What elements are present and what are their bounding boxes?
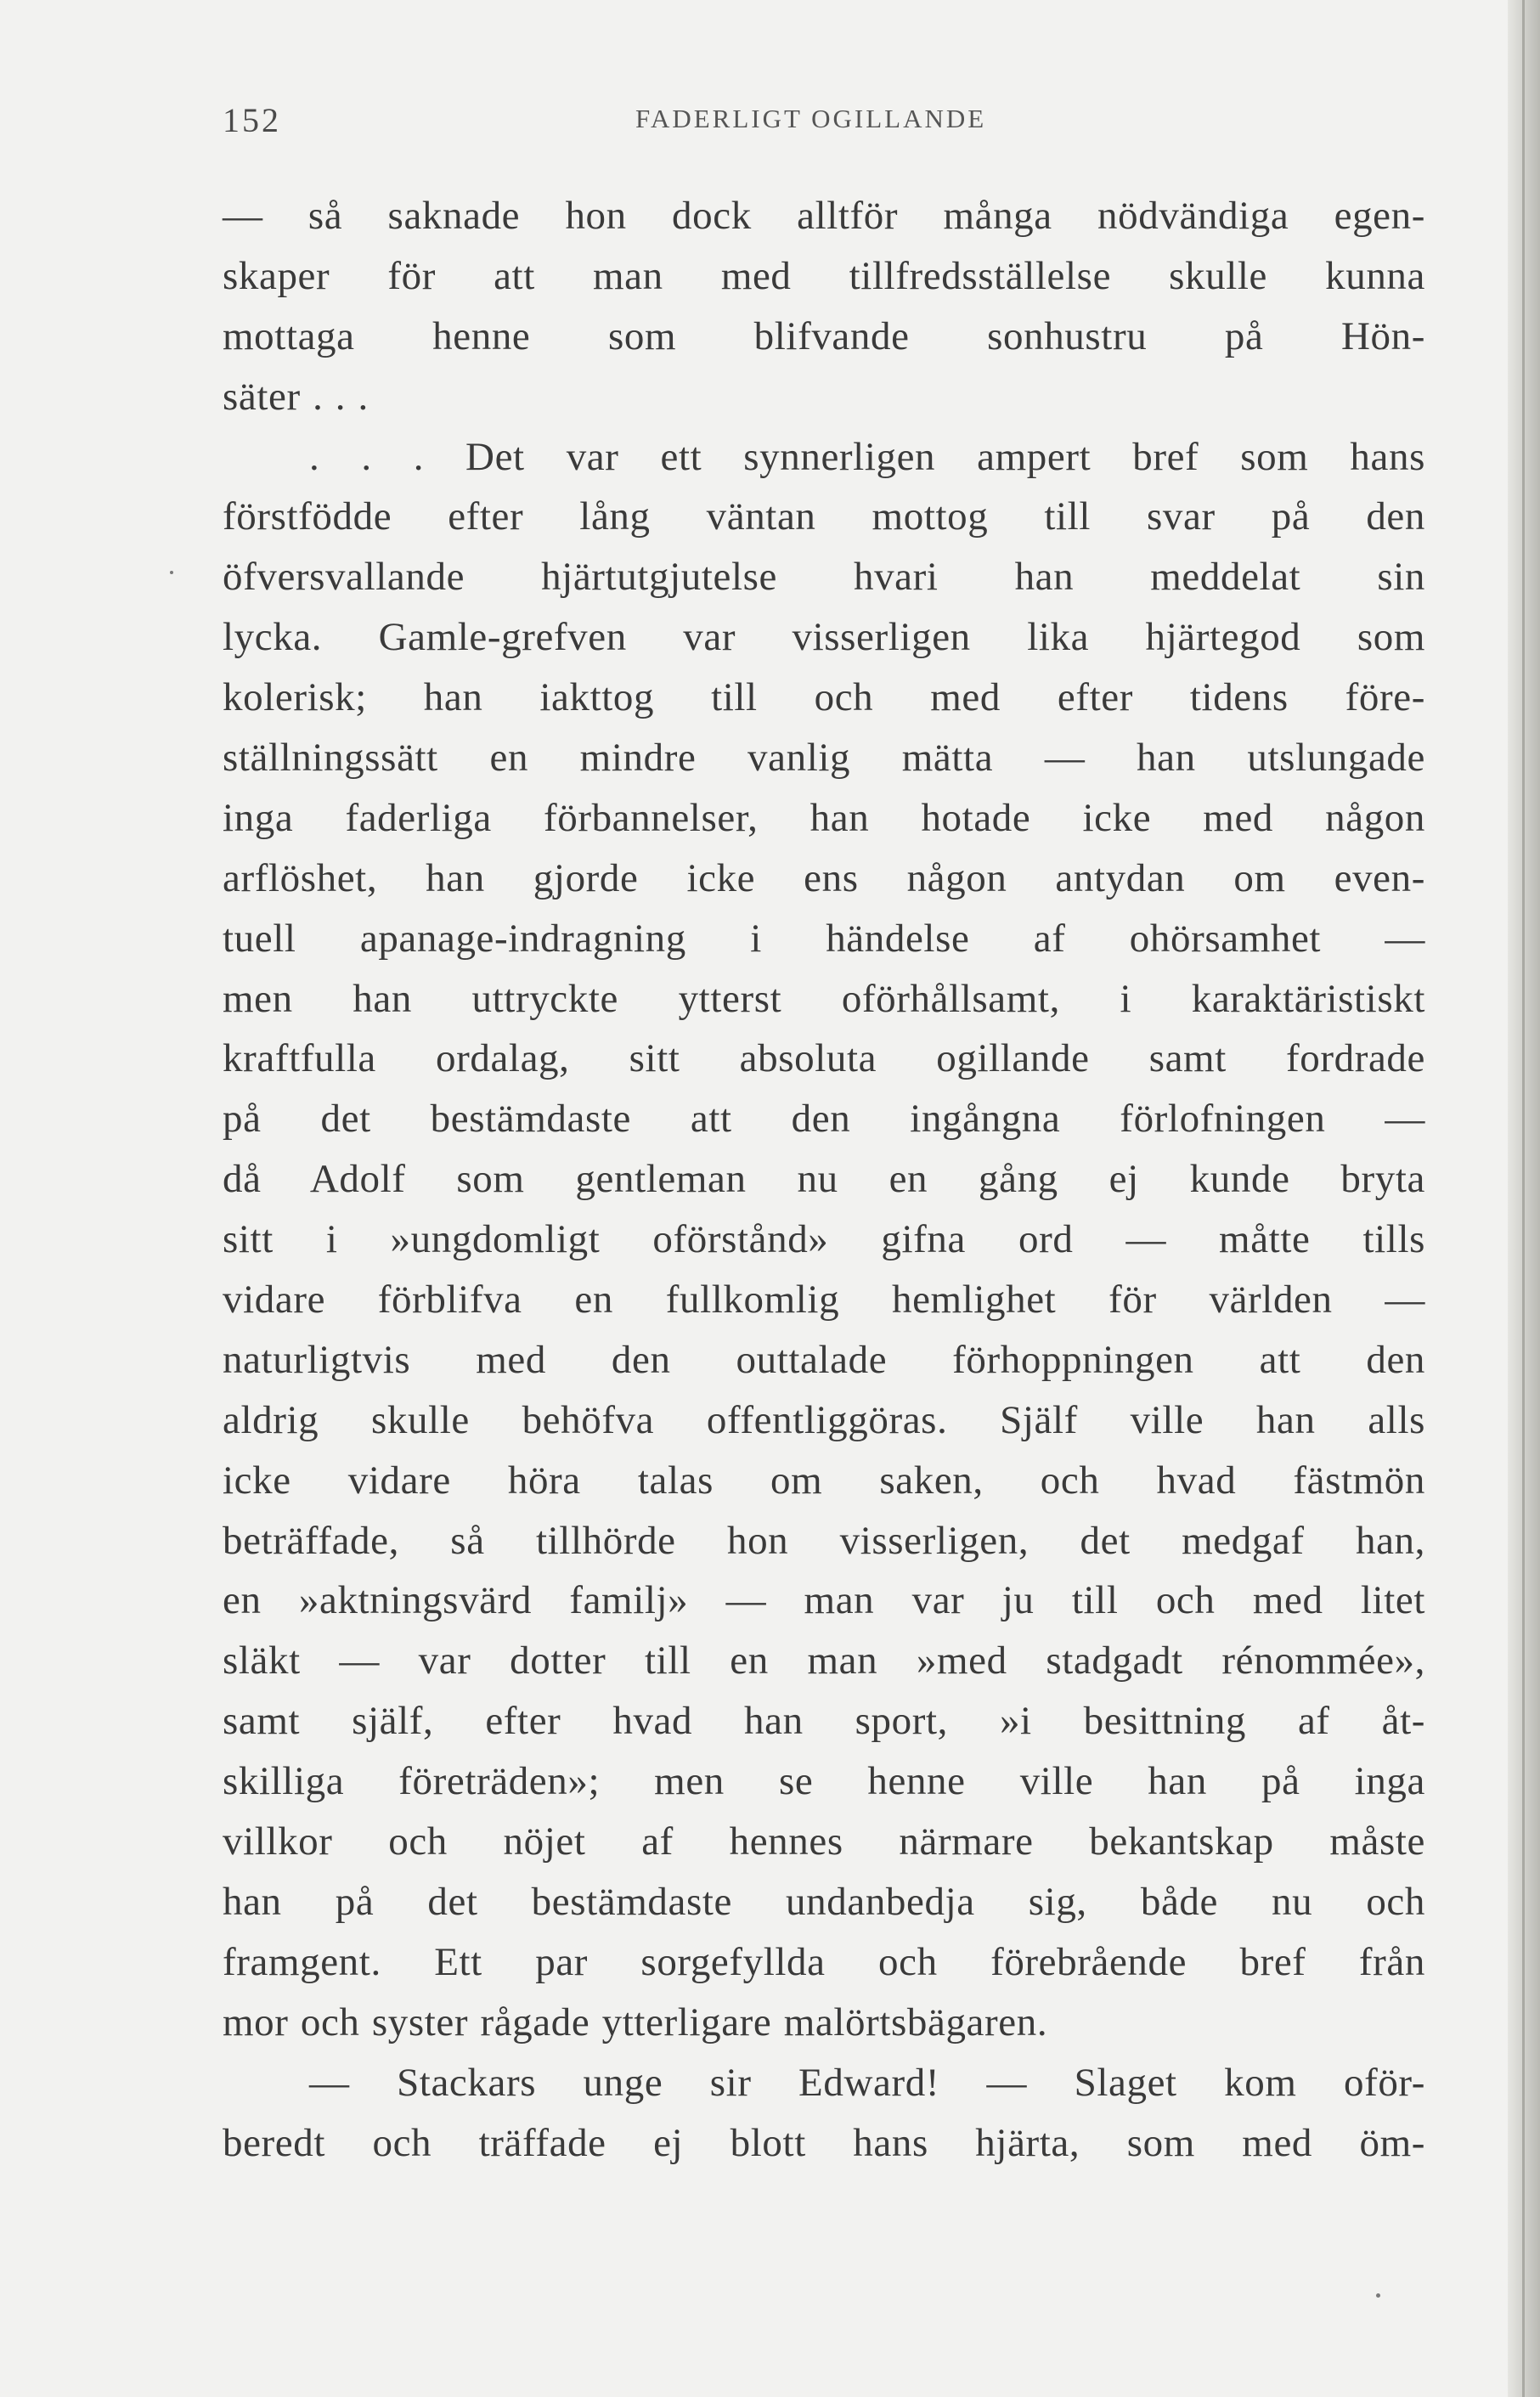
text-line: släkt — var dotter till en man »med stadgadt rénommée», <box>223 1638 1425 1684</box>
text-line: kraftfulla ordalag, sitt absoluta ogillande samt fordrade <box>223 1036 1425 1081</box>
text-line: lycka. Gamle-grefven var visserligen lika hjärtegod som <box>223 615 1425 660</box>
text-line: på det bestämdaste att den ingångna förlofningen — <box>223 1097 1425 1142</box>
text-line: vidare förblifva en fullkomlig hemlighet för världen — <box>223 1277 1425 1323</box>
text-line: skaper för att man med tillfredsställelse skulle kunna <box>223 253 1425 298</box>
body-text <box>223 186 1425 2173</box>
text-line: säter . . . <box>223 374 369 419</box>
text-line: framgent. Ett par sorgefyllda och förebrående bref från <box>223 1939 1425 1984</box>
text-line: förstfödde efter lång väntan mottog till svar på den <box>223 494 1425 539</box>
page-edge-line <box>1522 0 1525 2397</box>
text-line: — så saknade hon dock alltför många nödvändiga egen- <box>223 194 1425 238</box>
text-line: — Stackars unge sir Edward! — Slaget kom oför- <box>309 2060 1425 2105</box>
text-line: mottaga henne som blifvande sonhustru på Hön- <box>223 313 1425 358</box>
paper-speck <box>1376 2293 1380 2298</box>
text-line: naturligtvis med den outtalade förhoppningen att den <box>223 1337 1425 1382</box>
text-line: . . . Det var ett synnerligen ampert bref som hans <box>309 434 1425 479</box>
text-line: beträffade, så tillhörde hon visserligen, det medgaf han, <box>223 1518 1425 1563</box>
text-line: en »aktningsvärd familj» — man var ju till och med litet <box>223 1578 1425 1623</box>
text-line: öfversvallande hjärtutgjutelse hvari han meddelat sin <box>223 555 1425 600</box>
page-header <box>223 100 1429 151</box>
text-line: aldrig skulle behöfva offentliggöras. Själf ville han alls <box>223 1397 1425 1442</box>
page-number: 152 <box>223 101 281 139</box>
text-line: han på det bestämdaste undanbedja sig, både nu och <box>223 1879 1425 1924</box>
text-line: samt själf, efter hvad han sport, »i besittning af åt- <box>223 1699 1425 1744</box>
text-line: ställningssätt en mindre vanlig mätta — han utslungade <box>223 736 1425 781</box>
text-line: icke vidare höra talas om saken, och hvad fästmön <box>223 1458 1425 1503</box>
text-line: skilliga företräden»; men se henne ville han på inga <box>223 1759 1425 1804</box>
text-line: tuell apanage-indragning i händelse af ohörsamhet — <box>223 916 1425 961</box>
text-line: då Adolf som gentleman nu en gång ej kunde bryta <box>223 1157 1425 1202</box>
text-line: villkor och nöjet af hennes närmare bekantskap måste <box>223 1819 1425 1864</box>
text-line: sitt i »ungdomligt oförstånd» gifna ord — måtte tills <box>223 1217 1425 1262</box>
text-line: beredt och träffade ej blott hans hjärta, som med öm- <box>223 2120 1425 2165</box>
text-line: men han uttryckte ytterst oförhållsamt, i karaktäristiskt <box>223 976 1425 1021</box>
text-line: mor och syster rågade ytterligare malörtsbägaren. <box>223 1999 1048 2044</box>
text-line: inga faderliga förbannelser, han hotade icke med någon <box>223 795 1425 840</box>
text-line: kolerisk; han iakttog till och med efter tidens före- <box>223 675 1425 720</box>
paper-speck <box>170 571 173 574</box>
text-line: arflöshet, han gjorde icke ens någon antydan om even- <box>223 855 1425 900</box>
running-head: FADERLIGT OGILLANDE <box>635 104 987 133</box>
